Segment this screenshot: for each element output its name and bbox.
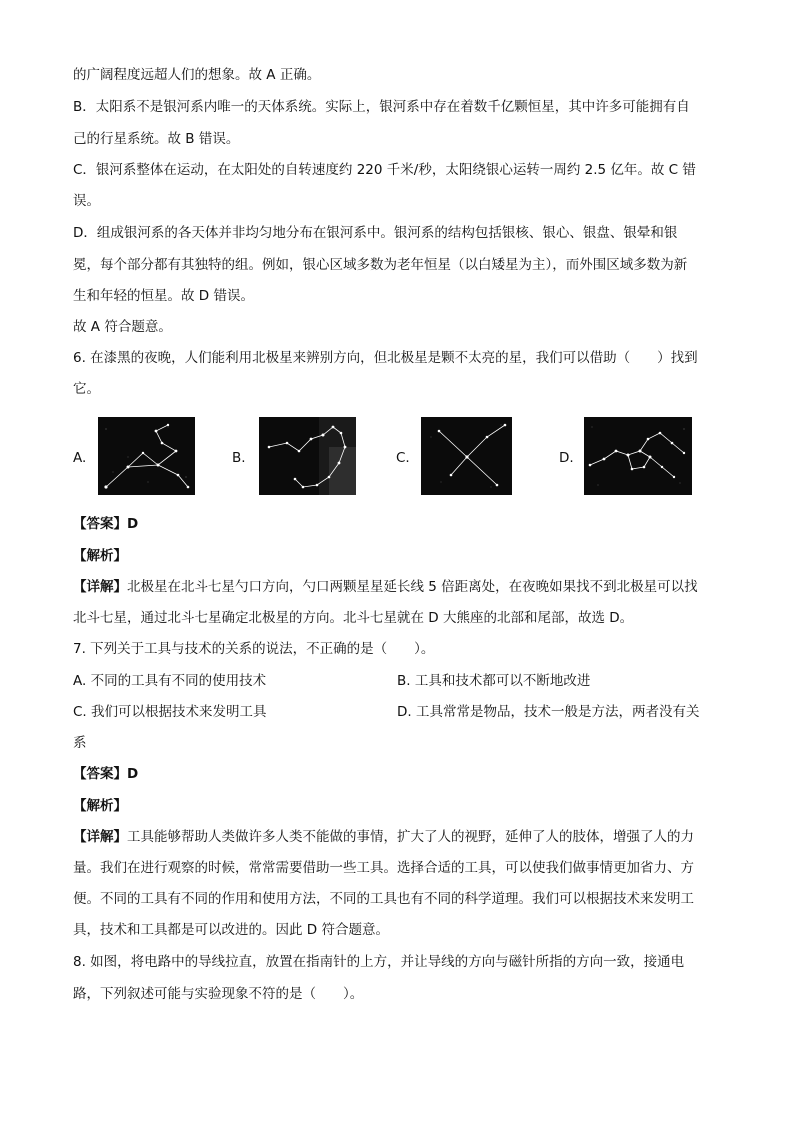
text-line: C．银河系整体在运动，在太阳处的自转速度约 220 千米/秒，太阳绕银心运转一周约 2.5 亿年。故 C 错 [73, 162, 696, 178]
answer-7: 【答案】D [73, 766, 139, 782]
detail-7-line: 【详解】工具能够帮助人类做许多人类不能做的事情，扩大了人的视野，延伸了人的肢体，增强了人的力 [73, 829, 694, 845]
q7-option-d-cont: 系 [73, 735, 87, 751]
q7-option-a: A. 不同的工具有不同的使用技术 [73, 673, 267, 689]
detail-7-line: 便。不同的工具有不同的作用和使用方法，不同的工具也有不同的科学道理。我们可以根据技术来发明工 [73, 891, 694, 907]
text-line: 误。 [73, 193, 100, 209]
option-d-label: D. [559, 450, 574, 466]
option-b-label: B. [232, 450, 246, 466]
option-a-label: A. [73, 450, 87, 466]
constellation-image-c [421, 417, 512, 495]
question-6-stem-cont: 它。 [73, 381, 100, 397]
detail-label: 【详解】 [73, 829, 127, 845]
q7-option-b: B. 工具和技术都可以不断地改进 [397, 673, 591, 689]
detail-6-line: 【详解】北极星在北斗七星勺口方向，勺口两颗星星延长线 5 倍距离处，在夜晚如果找不到北极星可以找 [73, 579, 698, 595]
q7-option-d: D. 工具常常是物品，技术一般是方法，两者没有关 [397, 704, 700, 720]
question-6-stem: 6. 在漆黑的夜晚，人们能利用北极星来辨别方向，但北极星是颗不太亮的星，我们可以借助（ ）找到 [73, 350, 698, 366]
q7-option-c: C. 我们可以根据技术来发明工具 [73, 704, 267, 720]
text-line: 冕，每个部分都有其独特的组。例如，银心区域多数为老年恒星（以白矮星为主），而外围区域多数为新 [73, 257, 688, 273]
text-line: 己的行星系统。故 B 错误。 [73, 131, 240, 147]
question-8-stem: 8. 如图，将电路中的导线拉直，放置在指南针的上方，并让导线的方向与磁针所指的方向一致，接通电 [73, 954, 685, 970]
text-line: 的广阔程度远超人们的想象。故 A 正确。 [73, 67, 321, 83]
constellation-image-a [98, 417, 195, 495]
answer-6: 【答案】D [73, 516, 139, 532]
question-8-stem-cont: 路，下列叙述可能与实验现象不符的是（ ）。 [73, 986, 364, 1002]
text-line: B．太阳系不是银河系内唯一的天体系统。实际上，银河系中存在着数千亿颗恒星，其中许多可能拥有自 [73, 99, 690, 115]
detail-6-line: 北斗七星，通过北斗七星确定北极星的方向。北斗七星就在 D 大熊座的北部和尾部，故选 D。 [73, 610, 634, 626]
text-line: D．组成银河系的各天体并非均匀地分布在银河系中。银河系的结构包括银核、银心、银盘、银晕和银 [73, 225, 678, 241]
question-7-stem: 7. 下列关于工具与技术的关系的说法，不正确的是（ ）。 [73, 641, 435, 657]
text-line: 生和年轻的恒星。故 D 错误。 [73, 288, 254, 304]
analysis-6: 【解析】 [73, 548, 127, 564]
detail-label: 【详解】 [73, 579, 127, 595]
analysis-7: 【解析】 [73, 798, 127, 814]
detail-7-line: 量。我们在进行观察的时候，常常需要借助一些工具。选择合适的工具，可以使我们做事情更加省力、方 [73, 860, 694, 876]
detail-7-line: 具，技术和工具都是可以改进的。因此 D 符合题意。 [73, 922, 389, 938]
option-c-label: C. [396, 450, 410, 466]
text-line: 故 A 符合题意。 [73, 319, 172, 335]
constellation-image-d [584, 417, 692, 495]
constellation-image-b [259, 417, 356, 495]
